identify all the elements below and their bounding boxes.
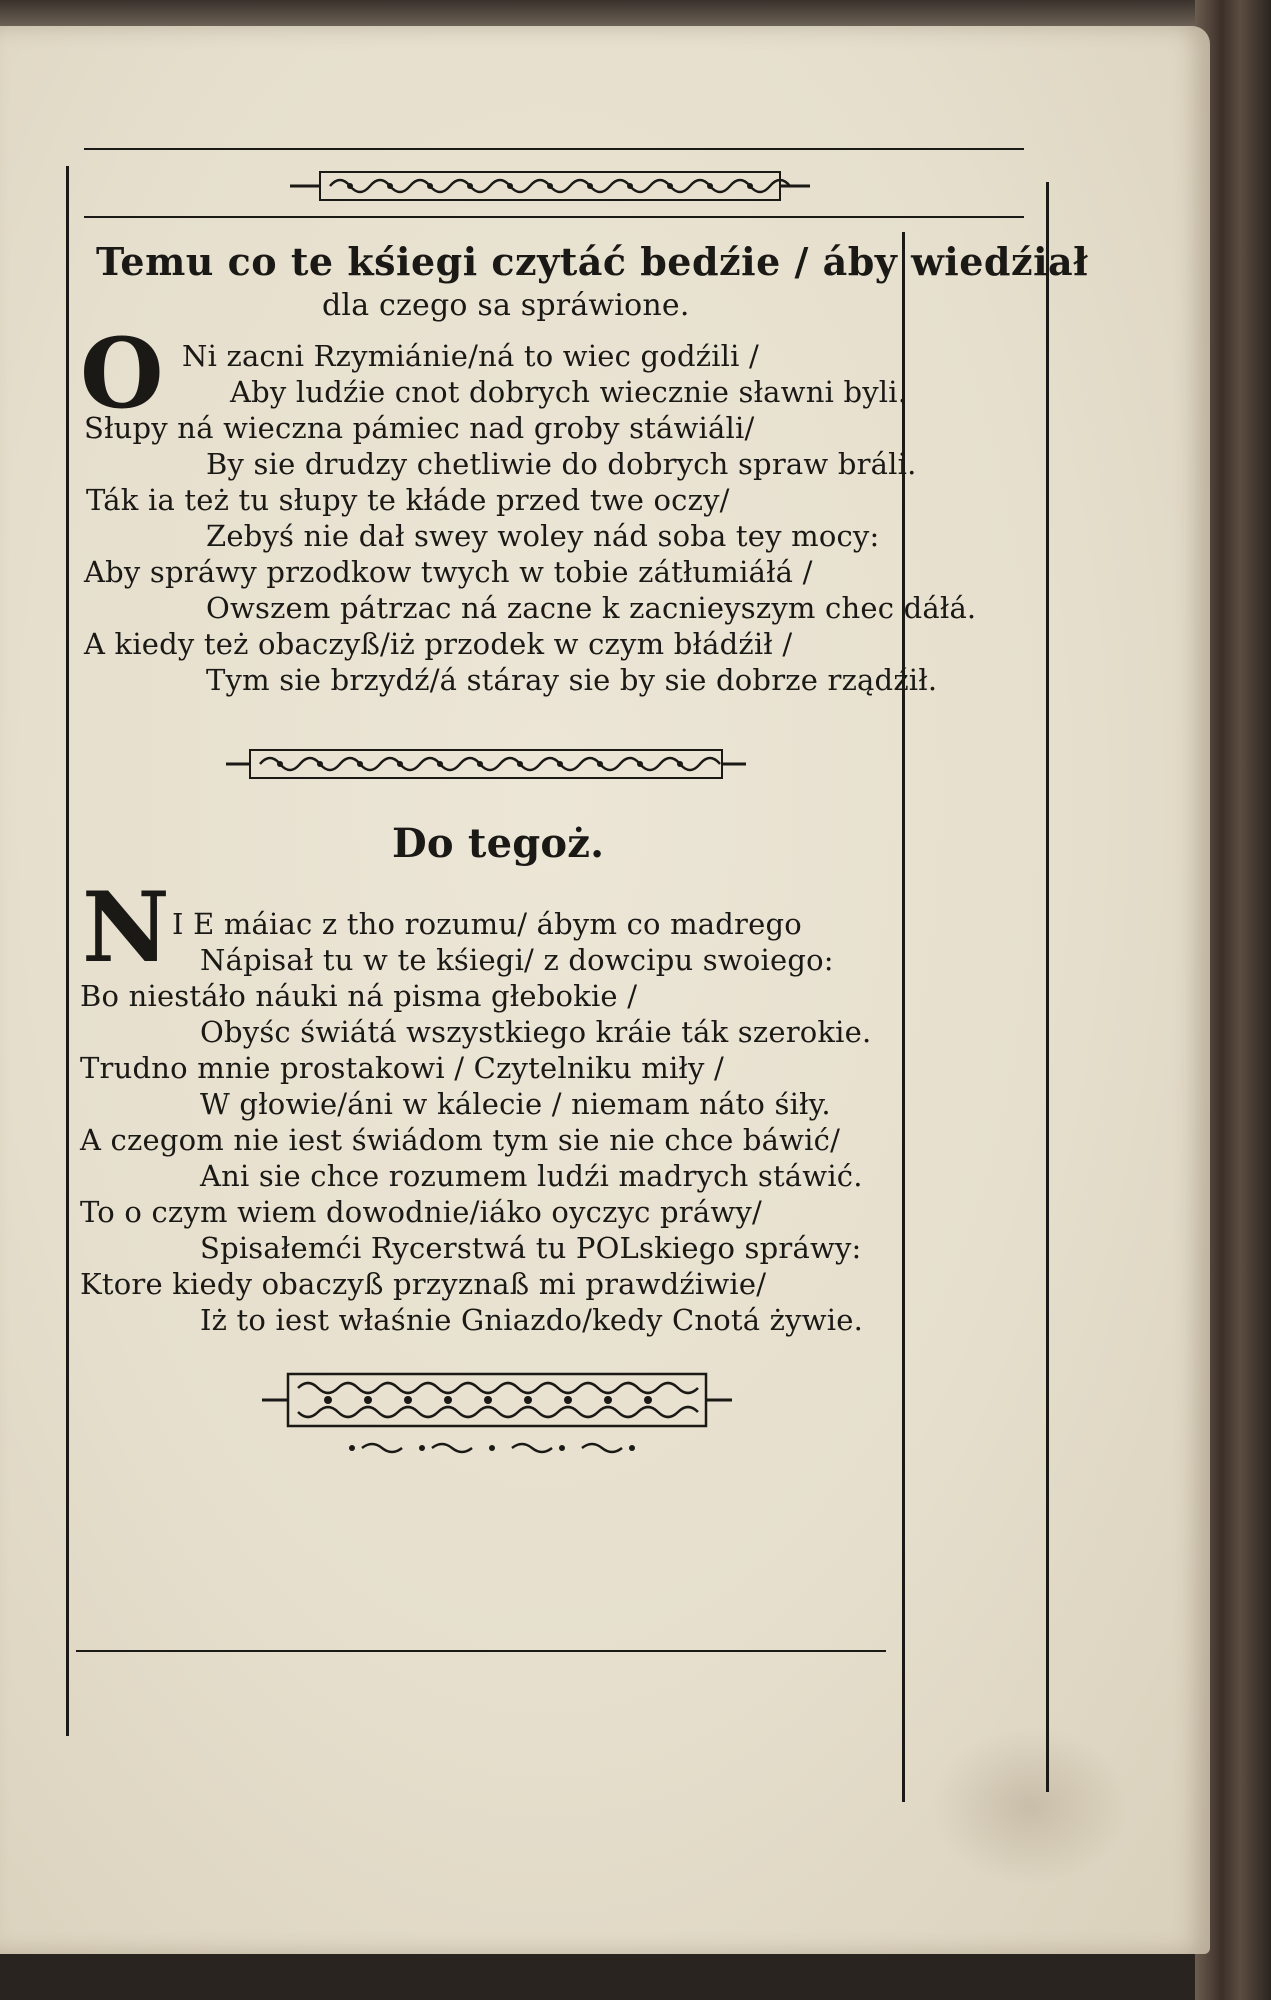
frame-outer-right-rule	[1046, 182, 1049, 1792]
poem2-line: W głowie/áni w kálecie / niemam náto śiły.	[200, 1087, 831, 1121]
frame-bottom-rule	[76, 1650, 886, 1652]
poem2-line: I E máiac z tho rozumu/ ábym co madrego	[172, 907, 802, 941]
poem2-line: Bo niestáło náuki ná pisma głebokie /	[80, 979, 638, 1013]
poem2-line: Ktore kiedy obaczyß przyznaß mi prawdźiwie/	[80, 1267, 767, 1301]
top-ornament	[290, 166, 810, 206]
poem1-line: Ni zacni Rzymiánie/ná to wiec godźili /	[182, 339, 760, 373]
poem1-line: Owszem pátrzac ná zacne k zacnieyszym chec dáłá.	[206, 591, 977, 625]
poem2-line: Nápisał tu w te kśiegi/ z dowcipu swoiego:	[200, 943, 834, 977]
poem1-line: By sie drudzy chetliwie do dobrych spraw bráli.	[206, 447, 917, 481]
book-page	[0, 26, 1210, 1954]
poem2-line: To o czym wiem dowodnie/iáko oyczyc práwy/	[80, 1195, 762, 1229]
poem1-subtitle: dla czego sa spráwione.	[322, 288, 690, 323]
poem1-line: A kiedy też obaczyß/iż przodek w czym błádźił /	[84, 627, 793, 661]
poem1-line: Aby ludźie cnot dobrych wiecznie sławni byli.	[230, 375, 908, 409]
poem2-line: Trudno mnie prostakowi / Czytelniku miły /	[80, 1051, 724, 1085]
poem2-line: Spisałemći Rycerstwá tu POLskiego spráwy:	[200, 1231, 862, 1265]
poem1-line: Aby spráwy przodkow twych w tobie zátłumiáłá /	[84, 555, 813, 589]
poem2-line: Obyśc świátá wszystkiego kráie ták szerokie.	[200, 1015, 872, 1049]
poem1-title: Temu co te kśiegi czytáć bedźie / áby wiedźiał	[96, 239, 1089, 284]
paper-stain	[930, 1726, 1130, 1886]
poem1-line: Ták ia też tu słupy te kłáde przed twe oczy/	[86, 483, 730, 517]
frame-left-rule	[66, 166, 69, 1736]
poem2-line: Iż to iest właśnie Gniazdo/kedy Cnotá żywie.	[200, 1303, 864, 1337]
bottom-ornament	[262, 1366, 732, 1466]
poem1-line: Tym sie brzydź/á stáray sie by sie dobrze rządźił.	[206, 663, 938, 697]
poem1-dropcap: O	[80, 317, 164, 430]
poem1-line: Słupy ná wieczna pámiec nad groby stáwiáli/	[84, 411, 755, 445]
poem2-dropcap: N	[82, 871, 170, 984]
frame-top-rule	[84, 148, 1024, 150]
poem1-line: Zebyś nie dał swey woley nád soba tey mocy:	[206, 519, 880, 553]
frame-top-inner-rule	[84, 216, 1024, 218]
poem2-heading: Do tegoż.	[392, 820, 605, 867]
poem2-line: A czegom nie iest świádom tym sie nie chce báwić/	[80, 1123, 841, 1157]
middle-ornament	[226, 744, 746, 784]
poem2-line: Ani sie chce rozumem ludźi madrych stáwić.	[200, 1159, 863, 1193]
